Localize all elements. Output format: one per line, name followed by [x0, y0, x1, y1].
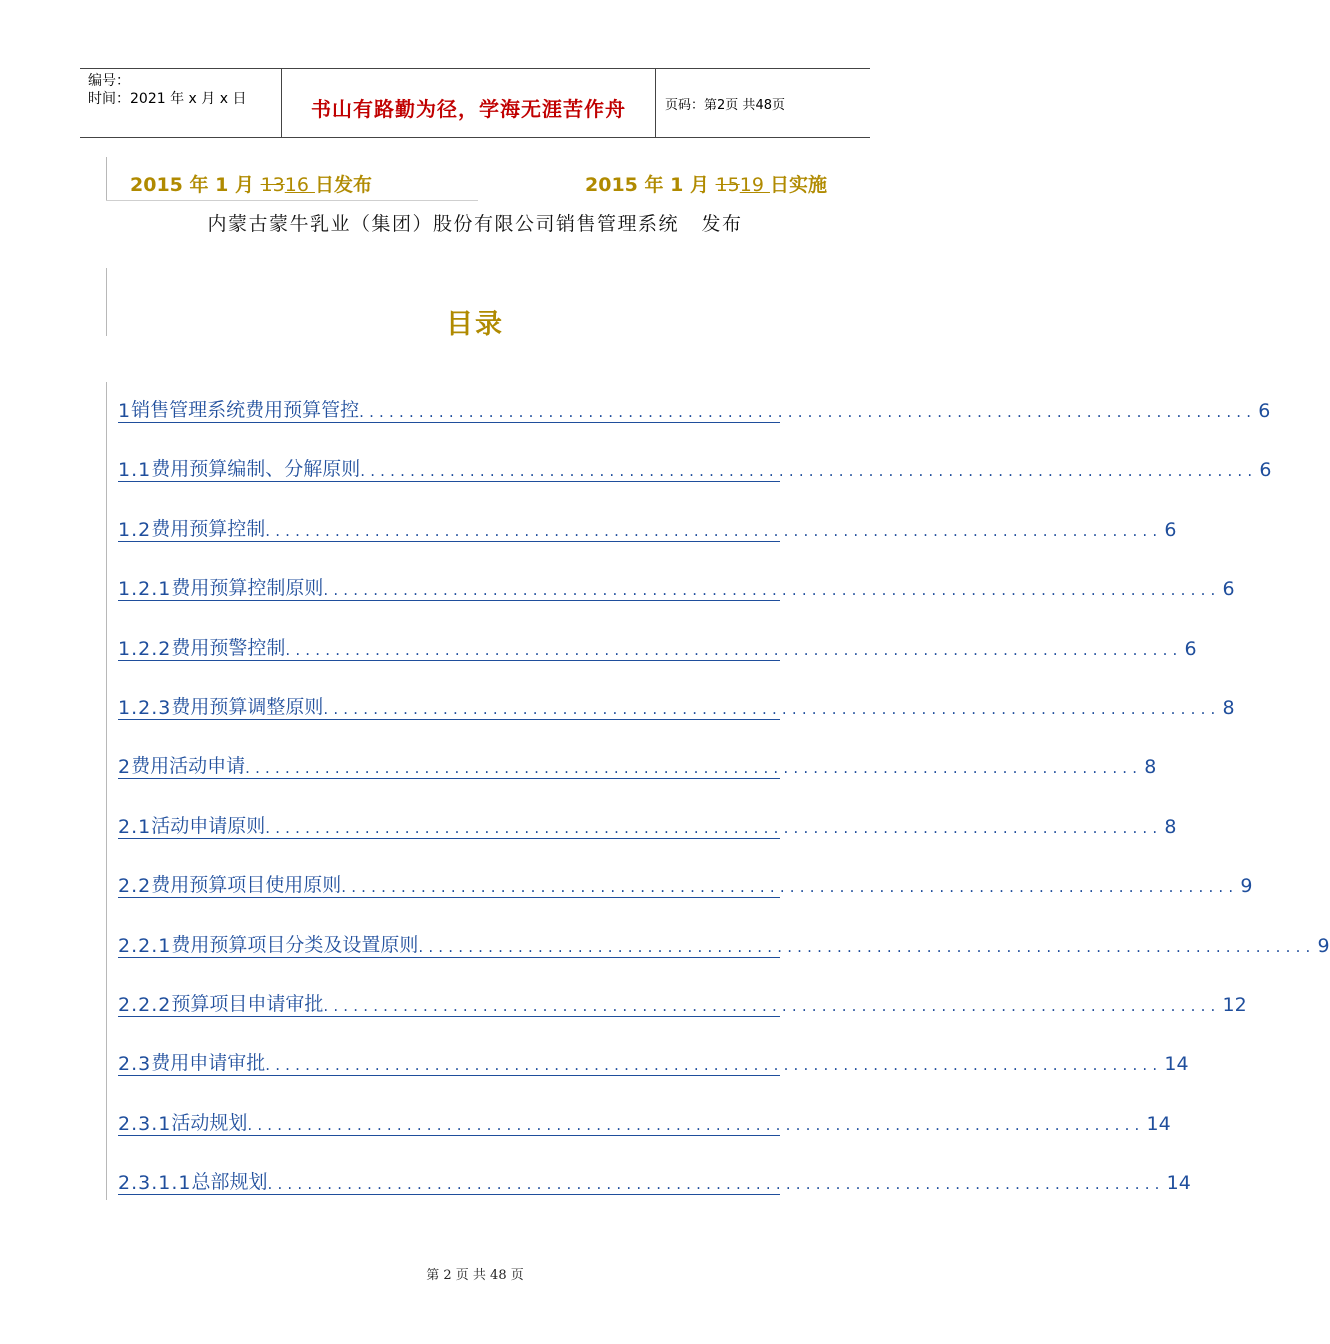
deleted-text: 13 [260, 174, 285, 196]
toc-section-title: 销售管理系统费用预算管控 [131, 399, 360, 421]
toc-section-number: 1.2.1 [118, 578, 172, 601]
toc-link[interactable] [118, 990, 1247, 1017]
toc-entry [118, 808, 1177, 867]
toc-entry [118, 986, 1247, 1045]
toc-entry [118, 748, 1157, 807]
header-info-cell [80, 69, 280, 137]
toc-dot-leader: .......................................................................................... [323, 996, 1221, 1015]
publisher-line: 内蒙古蒙牛乳业（集团）股份有限公司销售管理系统 发布 [207, 213, 743, 235]
toc-page-number: 9 [1317, 934, 1330, 957]
toc-section-number: 2.1 [118, 815, 152, 838]
toc-link[interactable] [118, 634, 1197, 661]
effective-date: 2015 年 1 月 1519 日实施 [585, 174, 827, 196]
toc-dot-leader: .......................................................................................... [360, 462, 1258, 481]
toc-section-title: 费用预警控制 [171, 636, 286, 659]
header-table [80, 68, 870, 138]
page-number: 2 [717, 98, 726, 113]
toc-link[interactable] [118, 455, 1272, 482]
toc-section-title: 费用申请审批 [151, 1052, 266, 1075]
page-total: 48 [755, 98, 772, 113]
toc-section-title: 费用预算编制、分解原则 [151, 458, 361, 481]
toc-section-number: 1.2.3 [118, 696, 172, 719]
toc-dot-leader: .......................................................................................... [418, 937, 1316, 956]
inserted-text: 19 [739, 174, 770, 196]
toc-dot-leader: .......................................................................................... [265, 521, 1163, 540]
toc-link[interactable] [118, 574, 1235, 601]
toc-dot-leader: .......................................................................................... [323, 699, 1221, 718]
toc-dot-leader: .......................................................................................... [245, 759, 1143, 778]
toc-page-number: 14 [1146, 1112, 1171, 1135]
toc-dot-leader: .......................................................................................... [265, 1056, 1163, 1075]
page-mid: 页 共 [725, 98, 756, 113]
toc-section-number: 1.2.2 [118, 637, 172, 660]
divider [106, 200, 478, 201]
toc-section-title: 费用预算项目使用原则 [151, 874, 342, 897]
toc-dot-leader: .......................................................................................... [341, 878, 1239, 897]
toc-dot-leader: .......................................................................................... [265, 818, 1163, 837]
toc-page-number: 14 [1164, 1053, 1189, 1076]
toc-section-number: 2.2 [118, 875, 152, 898]
toc-section-title: 费用活动申请 [131, 755, 246, 778]
toc-section-number: 1 [118, 400, 132, 422]
toc-entry [118, 511, 1177, 570]
toc-dot-leader: .......................................................................................... [285, 640, 1183, 659]
toc-page-number: 14 [1166, 1172, 1191, 1195]
toc-entry [118, 1045, 1189, 1104]
toc-section-title: 活动规划 [171, 1111, 248, 1134]
toc-section-number: 1.1 [118, 459, 152, 482]
toc-dot-leader: .......................................................................................... [359, 403, 1257, 421]
toc-link[interactable] [118, 931, 1330, 958]
toc-entry [118, 630, 1197, 689]
table-of-contents [118, 392, 1330, 1223]
document-time-label: 时间：2021 年 x 月 x 日 [88, 91, 247, 107]
toc-page-number: 6 [1222, 578, 1235, 601]
toc-page-number: 8 [1222, 696, 1235, 719]
header-page-cell [655, 69, 870, 137]
toc-entry [118, 451, 1272, 510]
toc-section-title: 费用预算控制 [151, 517, 266, 540]
toc-link[interactable] [118, 1049, 1189, 1076]
document-number-label: 编号： [88, 73, 130, 89]
deleted-text: 15 [715, 174, 740, 196]
toc-section-title: 预算项目申请审批 [171, 992, 324, 1015]
toc-section-number: 2.3 [118, 1053, 152, 1076]
toc-section-title: 费用预算控制原则 [171, 577, 324, 600]
toc-section-title: 费用预算调整原则 [171, 695, 324, 718]
toc-entry [118, 1164, 1191, 1223]
toc-section-title: 费用预算项目分类及设置原则 [171, 933, 419, 956]
toc-link[interactable] [118, 812, 1177, 839]
toc-entry [118, 392, 1271, 451]
header-motto-cell [281, 69, 656, 137]
toc-link[interactable] [118, 515, 1177, 542]
toc-entry [118, 570, 1235, 629]
toc-link[interactable] [118, 396, 1271, 423]
toc-page-number: 6 [1164, 518, 1177, 541]
toc-dot-leader: .......................................................................................... [247, 1115, 1145, 1134]
toc-dot-leader: .......................................................................................... [323, 581, 1221, 600]
toc-page-number: 6 [1259, 459, 1272, 482]
toc-link[interactable] [118, 693, 1235, 720]
toc-section-number: 2.2.2 [118, 993, 172, 1016]
revision-bar [106, 382, 107, 1200]
toc-link[interactable] [118, 752, 1157, 779]
toc-entry [118, 867, 1253, 926]
header-page-indicator [665, 94, 785, 113]
revision-bar [106, 157, 107, 201]
toc-entry [118, 927, 1330, 986]
toc-section-number: 2.3.1 [118, 1112, 172, 1135]
toc-page-number: 9 [1240, 875, 1253, 898]
toc-section-number: 2.2.1 [118, 934, 172, 957]
toc-link[interactable] [118, 871, 1253, 898]
toc-link[interactable] [118, 1168, 1191, 1195]
toc-entry [118, 689, 1235, 748]
toc-section-title: 总部规划 [191, 1171, 268, 1194]
toc-page-number: 6 [1258, 400, 1271, 422]
toc-section-number: 2.3.1.1 [118, 1172, 192, 1195]
inserted-text: 16 [284, 174, 315, 196]
toc-page-number: 8 [1144, 756, 1157, 779]
page-footer: 第 2 页 共 48 页 [426, 1268, 524, 1283]
motto: 书山有路勤为径，学海无涯苦作舟 [311, 97, 626, 121]
toc-page-number: 8 [1164, 815, 1177, 838]
toc-page-number: 6 [1184, 637, 1197, 660]
release-date: 2015 年 1 月 1316 日发布 [130, 174, 372, 196]
toc-section-number: 2 [118, 756, 132, 779]
toc-entry [118, 1105, 1171, 1164]
toc-dot-leader: .......................................................................................... [267, 1175, 1165, 1194]
page-prefix: 页码：第 [665, 98, 718, 113]
toc-section-number: 1.2 [118, 518, 152, 541]
toc-link[interactable] [118, 1109, 1171, 1136]
toc-page-number: 12 [1222, 993, 1247, 1016]
toc-section-title: 活动申请原则 [151, 814, 266, 837]
page-suffix: 页 [771, 98, 785, 113]
toc-title: 目录 [446, 309, 504, 340]
